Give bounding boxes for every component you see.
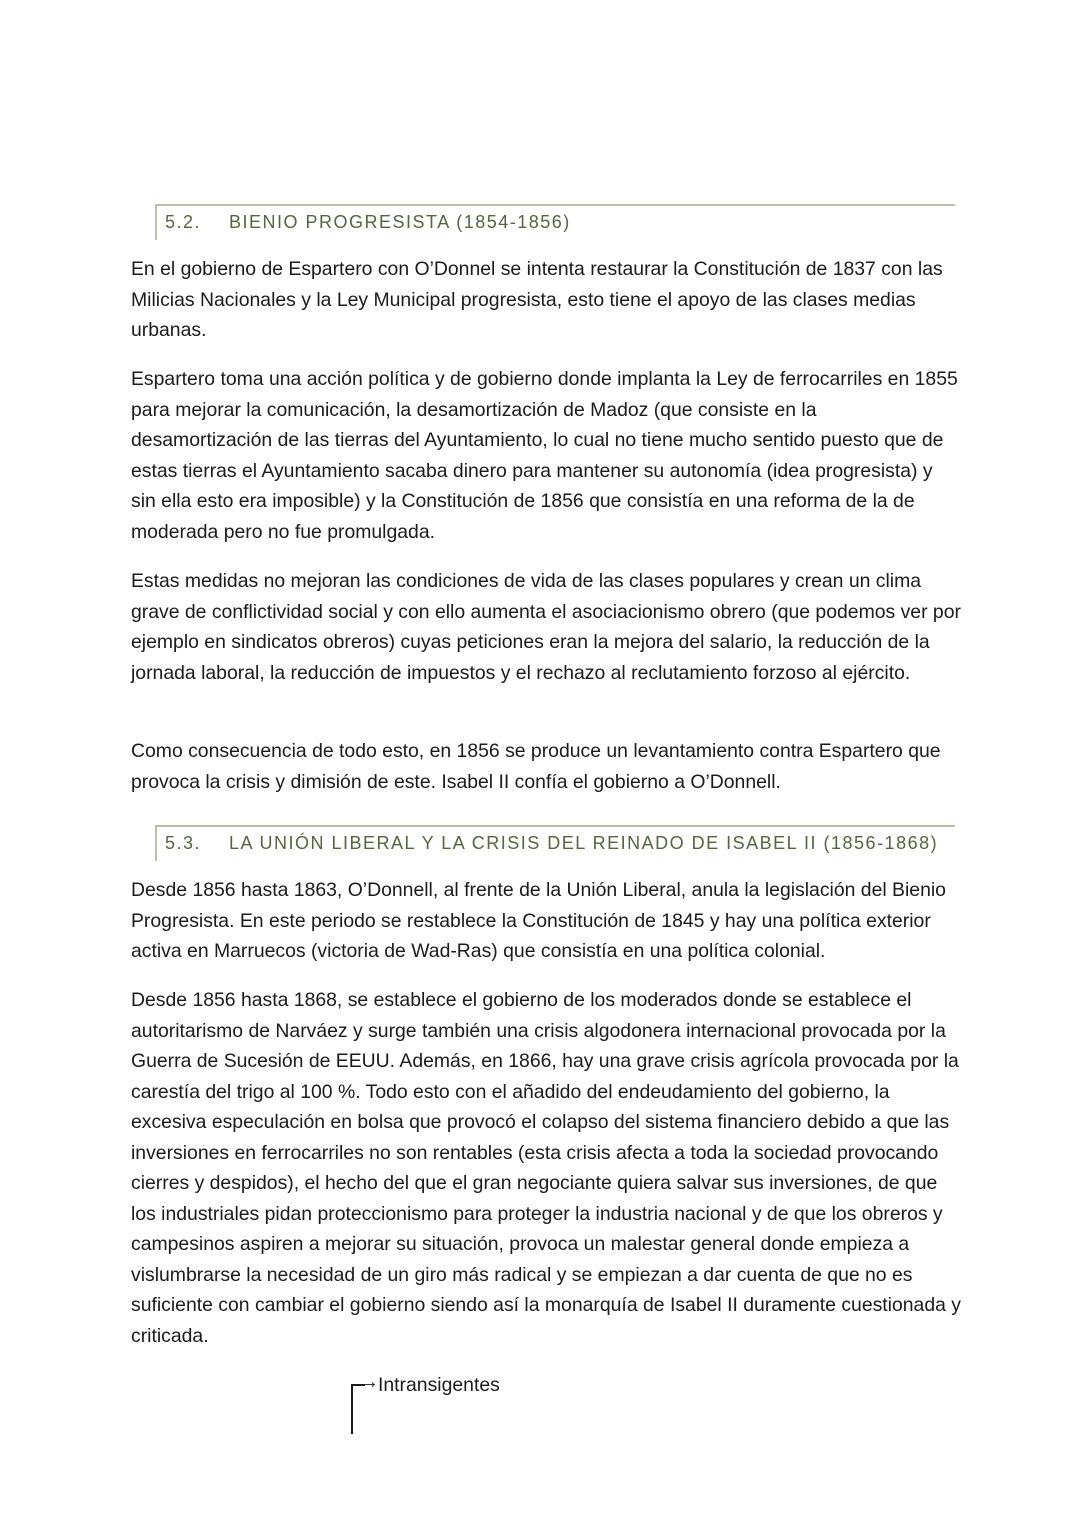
section-title: BIENIO PROGRESISTA (1854-1856)	[229, 212, 571, 232]
branch-label: Intransigentes	[378, 1374, 500, 1396]
paragraph: En el gobierno de Espartero con O’Donnel se intenta restaurar la Constitución de 1837 con las Milicias Nacionales y la Ley Municipal progresista, esto tiene el apoyo de las clases medias urbanas.	[131, 258, 943, 341]
branch-vertical-line	[351, 1384, 353, 1434]
branch-diagram	[351, 1371, 551, 1438]
section-number: 5.2.	[165, 212, 202, 232]
arrow-right-icon: →	[359, 1371, 379, 1393]
section-heading-5-3	[155, 825, 955, 861]
paragraph: Desde 1856 hasta 1863, O’Donnell, al frente de la Unión Liberal, anula la legislación del Bienio Progresista. En este periodo se restablece la Constitución de 1845 y hay una política exterior activa en Marruecos (victoria de Wad-Ras) que consistía en una política colonial.	[131, 879, 946, 962]
paragraph: Desde 1856 hasta 1868, se establece el gobierno de los moderados donde se establece el autoritarismo de Narváez y surge también una crisis algodonera internacional provocada por la Guerra de Sucesión de EEUU. Además, en 1866, hay una grave crisis agrícola provocada por la carestía del trigo al 100 %. Todo esto con el añadido del endeudamiento del gobierno, la excesiva especulación en bolsa que provocó el colapso del sistema financiero debido a que las inversiones en ferrocarriles no son rentables (esta crisis afecta a toda la sociedad provocando cierres y despidos), el hecho del que el gran negociante quiera salvar sus inversiones, de que los industriales pidan proteccionismo para proteger la industria nacional y de que los obreros y campesinos aspiren a mejorar su situación, provoca un malestar general donde empieza a vislumbrarse la necesidad de un giro más radical y se empiezan a dar cuenta de que no es suficiente con cambiar el gobierno siendo así la monarquía de Isabel II duramente cuestionada y criticada.	[131, 989, 961, 1347]
paragraph: Como consecuencia de todo esto, en 1856 se produce un levantamiento contra Espartero que provoca la crisis y dimisión de este. Isabel II confía el gobierno a O’Donnell.	[131, 740, 941, 793]
paragraph: Espartero toma una acción política y de gobierno donde implanta la Ley de ferrocarriles en 1855 para mejorar la comunicación, la desamortización de Madoz (que consiste en la desamortización de las tierras del Ayuntamiento, lo cual no tiene mucho sentido puesto que de estas tierras el Ayuntamiento sacaba dinero para mantener su autonomía (idea progresista) y sin ella esto era imposible) y la Constitución de 1856 que consistía en una reforma de la de moderada pero no fue promulgada.	[131, 368, 958, 543]
section-title: LA UNIÓN LIBERAL Y LA CRISIS DEL REINADO DE ISABEL II (1856-1868)	[229, 833, 939, 853]
section-heading-5-2	[155, 204, 955, 240]
paragraph: Estas medidas no mejoran las condiciones de vida de las clases populares y crean un clima grave de conflictividad social y con ello aumenta el asociacionismo obrero (que podemos ver por ejemplo en sindicatos obreros) cuyas peticiones eran la mejora del salario, la reducción de la jornada laboral, la reducción de impuestos y el rechazo al reclutamiento forzoso al ejército.	[131, 570, 961, 684]
section-number: 5.3.	[165, 833, 202, 853]
